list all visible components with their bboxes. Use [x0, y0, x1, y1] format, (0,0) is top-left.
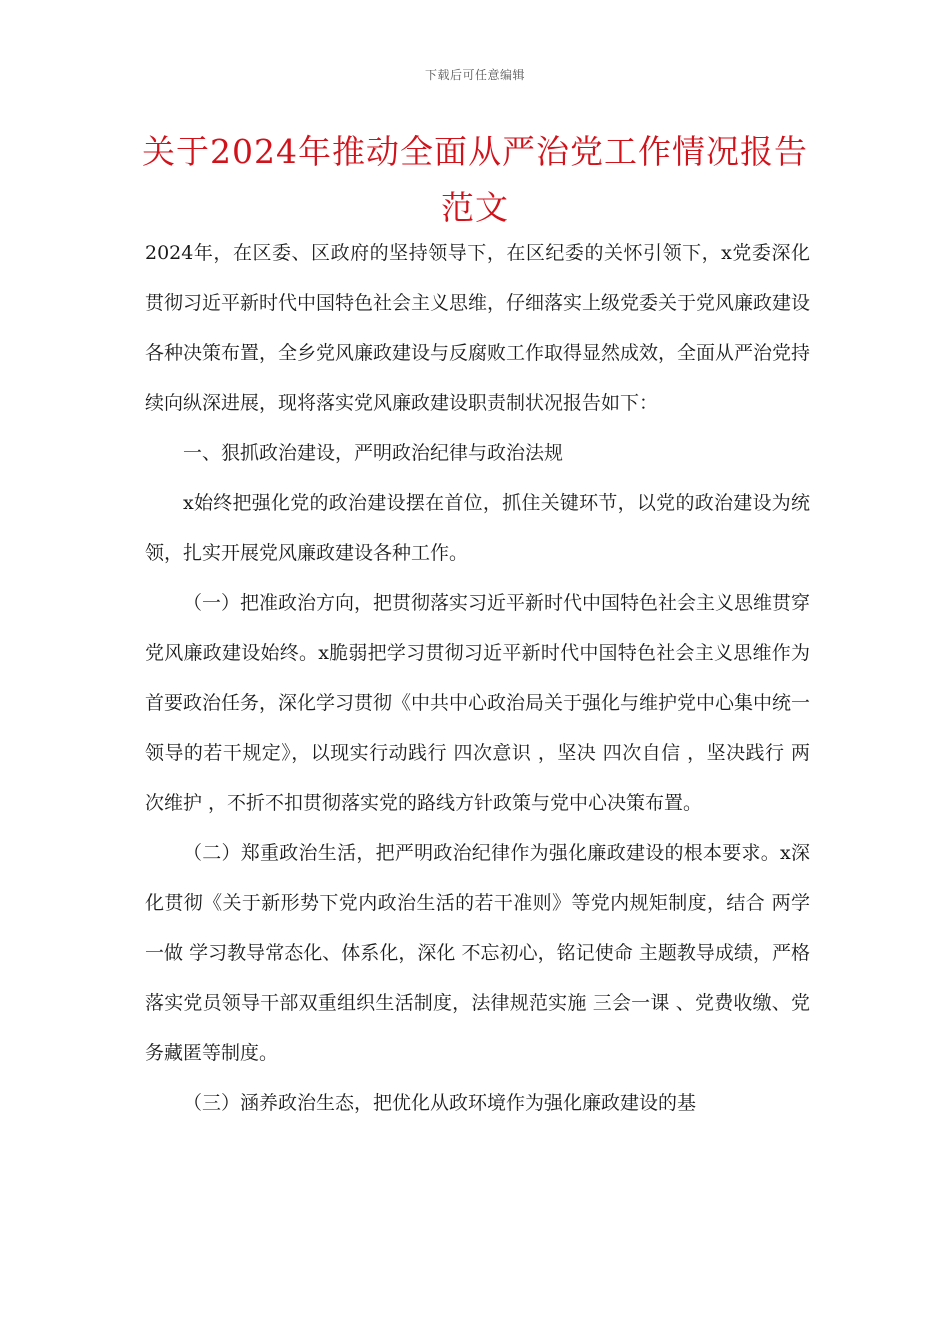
body-paragraph: （二）郑重政治生活，把严明政治纪律作为强化廉政建设的根本要求。x深化贯彻《关于新形势下党内政治生活的若干准则》等党内规矩制度，结合 两学一做 学习教导常态化、体系化，深化 不忘初心，铭记使命 主题教导成绩，严格落实党员领导干部双重组织生活制度，法律规范实施 三会一课 、党费收缴、党务藏匿等制度。	[145, 842, 810, 1064]
body-paragraph: x始终把强化党的政治建设摆在首位，抓住关键环节，以党的政治建设为统领，扎实开展党风廉政建设各种工作。	[145, 492, 810, 564]
body-paragraph: （一）把准政治方向，把贯彻落实习近平新时代中国特色社会主义思维贯穿党风廉政建设始终。x脆弱把学习贯彻习近平新时代中国特色社会主义思维作为首要政治任务，深化学习贯彻《中共中心政治局关于强化与维护党中心集中统一领导的若干规定》，以现实行动践行 四次意识 ，坚决 四次自信 ，坚决践行 两次维护 ，不折不扣贯彻落实党的路线方针政策与党中心决策布置。	[145, 592, 811, 814]
intro-paragraph: 2024年，在区委、区政府的坚持领导下，在区纪委的关怀引领下，x党委深化贯彻习近平新时代中国特色社会主义思维，仔细落实上级党委关于党风廉政建设各种决策布置，全乡党风廉政建设与反腐败工作取得显然成效，全面从严治党持续向纵深进展，现将落实党风廉政建设职责制状况报告如下：	[145, 242, 811, 414]
body-paragraph: （三）涵养政治生态，把优化从政环境作为强化廉政建设的基	[183, 1092, 697, 1114]
section-heading-1: 一、狠抓政治建设，严明政治纪律与政治法规	[183, 442, 564, 464]
document-title: 关于2024年推动全面从严治党工作情况报告范文	[142, 132, 808, 227]
header-note: 下载后可任意编辑	[424, 68, 525, 82]
document-body	[145, 228, 810, 1128]
